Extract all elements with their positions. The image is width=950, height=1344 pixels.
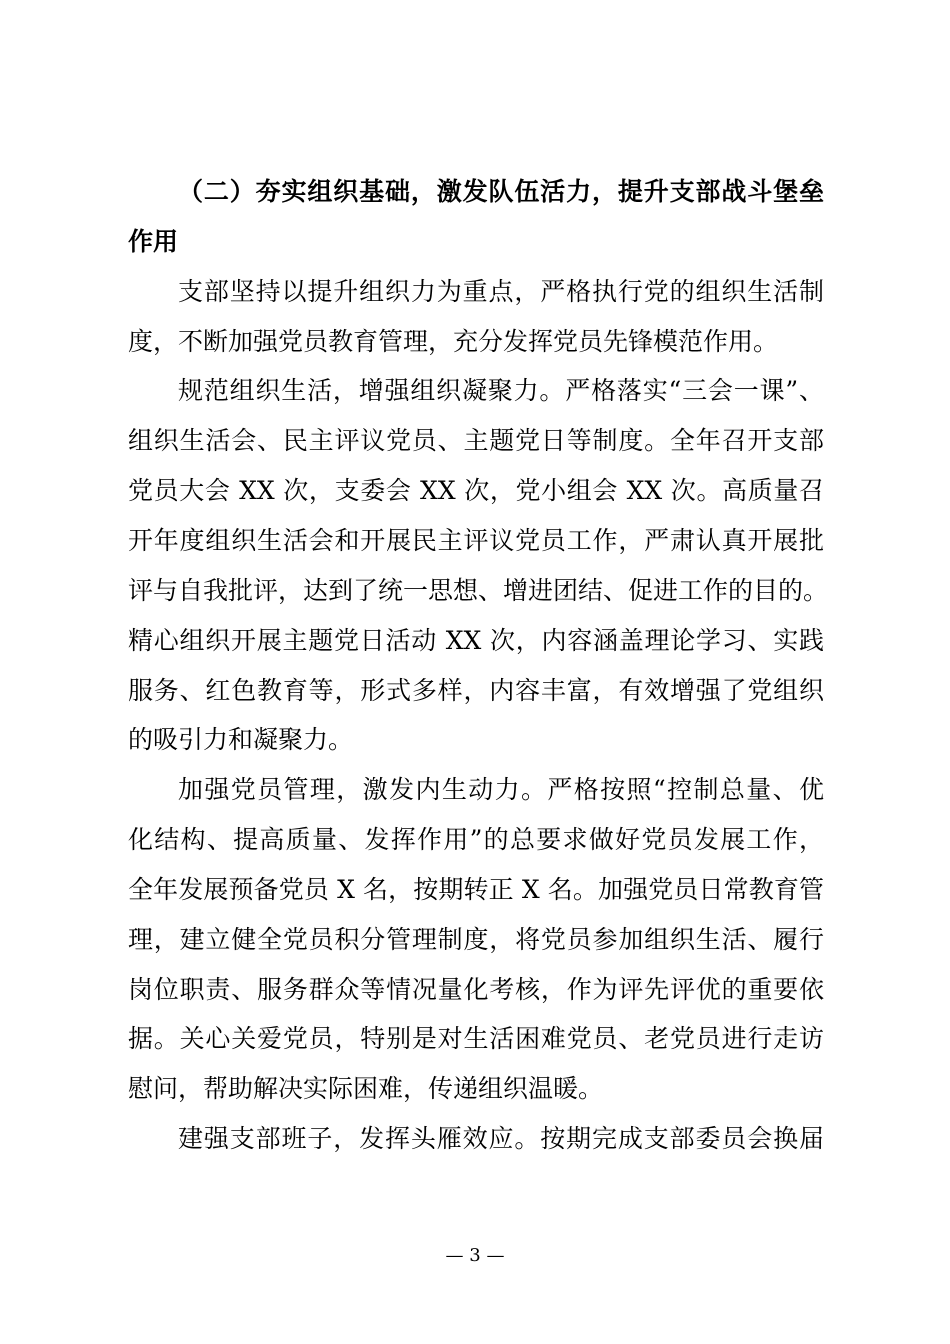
text-line: 度，不断加强党员教育管理，充分发挥党员先锋模范作用。 — [128, 326, 779, 356]
text-line: 评与自我批评，达到了统一思想、增进团结、促进工作的目的。 — [128, 575, 829, 605]
text-line: 的吸引力和凝聚力。 — [128, 725, 354, 755]
text-line: 化结构、提高质量、发挥作用”的总要求做好党员发展工作， — [128, 825, 824, 855]
text-line: 岗位职责、服务群众等情况量化考核，作为评先评优的重要依 — [128, 974, 824, 1004]
text-line: 支部坚持以提升组织力为重点，严格执行党的组织生活制 — [178, 276, 824, 306]
text-line: 党员大会 XX 次，支委会 XX 次，党小组会 XX 次。高质量召 — [128, 476, 824, 506]
text-line: 精心组织开展主题党日活动 XX 次，内容涵盖理论学习、实践 — [128, 625, 824, 655]
text-line: 规范组织生活，增强组织凝聚力。严格落实“三会一课”、 — [178, 376, 824, 406]
text-line: 组织生活会、民主评议党员、主题党日等制度。全年召开支部 — [128, 426, 824, 456]
text-line: 据。关心关爱党员，特别是对生活困难党员、老党员进行走访 — [128, 1024, 824, 1054]
text-line: 开年度组织生活会和开展民主评议党员工作，严肃认真开展批 — [128, 525, 824, 555]
text-line: 理，建立健全党员积分管理制度，将党员参加组织生活、履行 — [128, 924, 824, 954]
text-line: 加强党员管理，激发内生动力。严格按照“控制总量、优 — [178, 775, 824, 805]
text-line: 作用 — [128, 226, 179, 256]
text-line: 慰问，帮助解决实际困难，传递组织温暖。 — [128, 1074, 604, 1104]
page-number: — 3 — — [445, 1245, 505, 1266]
text-line: 建强支部班子，发挥头雁效应。按期完成支部委员会换届 — [178, 1124, 824, 1154]
text-line: （二）夯实组织基础，激发队伍活力，提升支部战斗堡垒 — [178, 177, 824, 206]
text-line: 全年发展预备党员 X 名，按期转正 X 名。加强党员日常教育管 — [128, 874, 824, 904]
text-line: 服务、红色教育等，形式多样，内容丰富，有效增强了党组织 — [128, 675, 824, 705]
